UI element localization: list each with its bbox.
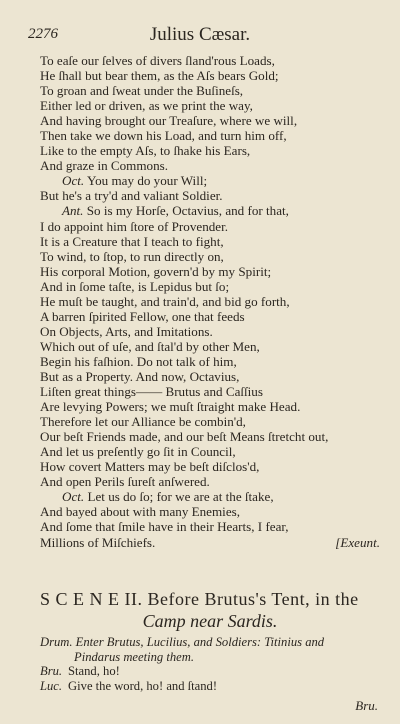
speech-block [40,219,380,490]
stage-direction: Drum. Enter Brutus, Lucilius, and Soldiers: Titinius and [40,635,325,649]
dialogue-block [40,664,380,693]
verse-line: And let us preſently go ſit in Council, [40,444,236,460]
speech-text: Stand, ho! [68,664,120,678]
verse-line: Therefore let our Alliance be combin'd, [40,414,246,430]
verse-line: But he's a try'd and valiant Soldier. [40,188,223,204]
speech-line [40,489,380,504]
speaker-name: Oct. [62,173,85,189]
verse-line: He ſhall but bear them, as the Aſs bears Gold; [40,68,279,84]
running-title: Julius Cæsar. [149,24,251,45]
scene-heading [40,588,380,632]
speech-line [40,173,380,188]
speech-text: You may do your Will; [86,173,208,189]
verse-line: Like to the empty Aſs, to ſhake his Ears, [40,143,251,159]
verse-block [40,53,380,173]
speaker-name: Luc. [40,678,63,693]
verse-line: And ſome that ſmile have in their Hearts, I fear, [40,519,289,535]
speech-line [40,203,380,218]
play-text [40,53,380,550]
verse-line: And graze in Commons. [40,158,169,174]
verse-line: Are levying Powers; we muſt ſtraight make Head. [40,399,301,415]
catchword: Bru. [355,698,378,713]
verse-line: Which out of uſe, and ſtal'd by other Men, [40,338,260,354]
speaker-name: Ant. [62,203,84,219]
speaker-name: Bru. [40,664,63,678]
verse-line: His corporal Motion, govern'd by my Spirit; [40,263,272,279]
verse-line: To eaſe our ſelves of divers ſland'rous Loads, [40,53,275,68]
stage-direction-block [40,635,380,693]
verse-line: How covert Matters may be beſt diſclos'd, [40,459,260,475]
speech-block [40,188,380,203]
verse-line: Begin his faſhion. Do not talk of him, [40,353,237,369]
verse-line: To groan and ſweat under the Buſineſs, [40,83,244,99]
stage-direction: Pindarus meeting them. [74,649,194,664]
verse-line: Liſten great things—— Brutus and Caſſius [40,384,263,400]
verse-line: And open Perils ſureſt anſwered. [40,474,210,490]
scene-heading-line: Camp near Sardis. [142,611,278,631]
speech-text: Give the word, ho! and ſtand! [68,678,218,693]
verse-line: To wind, to ſtop, to run directly on, [40,248,224,264]
verse-line: But as a Property. And now, Octavius, [40,368,240,384]
speaker-name: Oct. [62,489,85,505]
dialogue-line [40,679,380,694]
verse-line: Either led or driven, as we print the way, [40,98,253,114]
verse-line: It is a Creature that I teach to fight, [40,233,224,249]
dialogue-line [40,664,380,679]
speech-line [40,535,380,550]
verse-line: And having brought our Treaſure, where we will, [40,113,298,129]
verse-line: I do appoint him ſtore of Provender. [40,218,229,234]
verse-line: Our beſt Friends made, and our beſt Means ſtretcht out, [40,429,329,445]
verse-line: And in ſome taſte, is Lepidus but ſo; [40,278,230,294]
verse-line: He muſt be taught, and train'd, and bid go forth, [40,293,290,309]
page-number: 2276 [28,26,58,42]
scene-heading-line: S C E N E II. Before Brutus's Tent, in the [40,589,359,609]
verse-line: A barren ſpirited Fellow, one that feeds [40,308,245,324]
speech-text: So is my Horſe, Octavius, and for that, [86,203,289,219]
speech-text: Millions of Miſchiefs. [40,534,156,550]
page-header [0,26,400,48]
verse-line: Then take we down his Load, and turn him off, [40,128,287,144]
speech-block [40,504,380,534]
speech-text: Let us do ſo; for we are at the ſtake, [87,489,274,505]
verse-line: On Objects, Arts, and Imitations. [40,323,213,339]
exeunt-direction: [Exeunt. [335,534,380,550]
verse-line: And bayed about with many Enemies, [40,504,240,520]
